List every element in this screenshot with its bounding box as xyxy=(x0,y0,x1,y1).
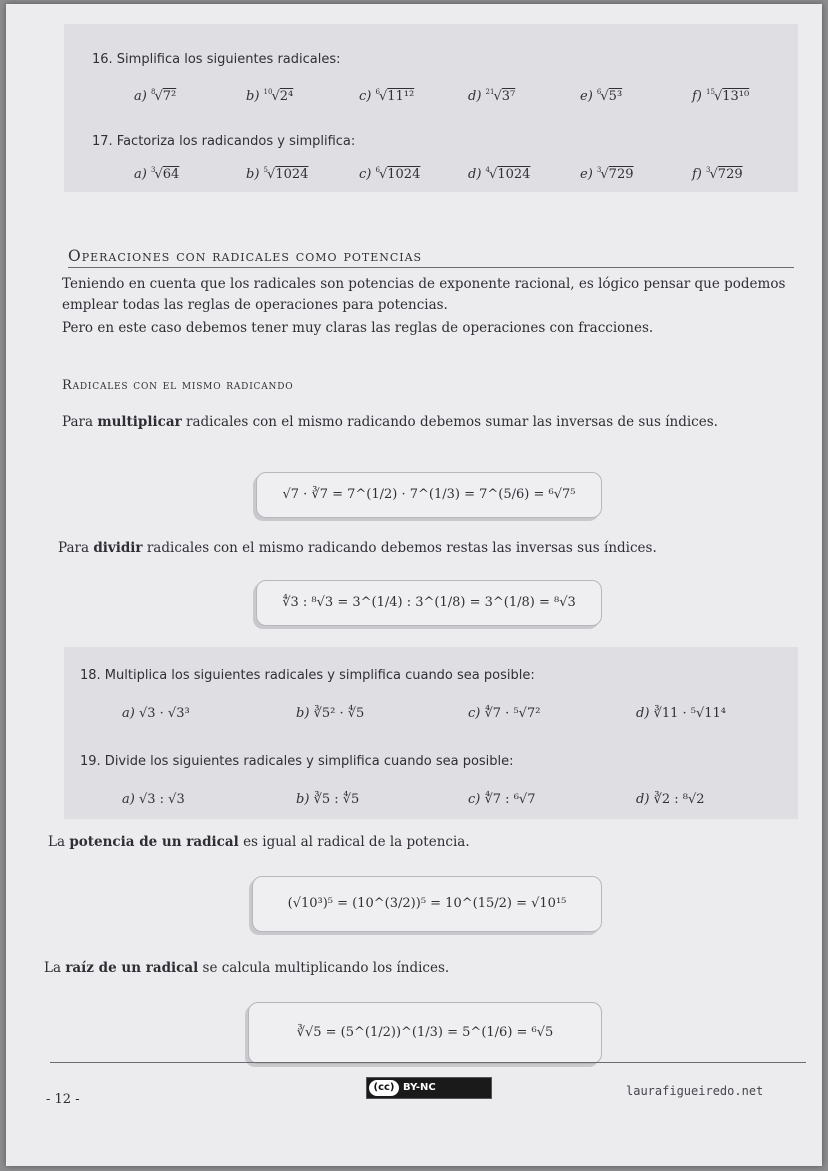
site-url: laurafigueiredo.net xyxy=(626,1084,764,1098)
multiply-rule: Para multiplicar radicales con el mismo radicando debemos sumar las inversas de sus índices. xyxy=(62,414,718,430)
footer-rule xyxy=(50,1062,806,1063)
exercise-16-items: a) $^8$√7² b) $^{10}$√2⁴ c) $^6$√11¹² d) $^{21}$√3⁷ e) $^6$√5³ f) $^{15}$√13¹⁰ xyxy=(134,88,750,104)
exercise-19-title: 19. Divide los siguientes radicales y simplifica cuando sea posible: xyxy=(80,754,514,769)
cc-license-text: BY-NC xyxy=(403,1082,436,1093)
divide-rule: Para dividir radicales con el mismo radicando debemos restas las inversas sus índices. xyxy=(58,540,657,556)
exercise-16-title: 16. Simplifica los siguientes radicales: xyxy=(92,52,341,67)
cc-icon: (cc) xyxy=(369,1080,399,1096)
page xyxy=(6,4,822,1166)
exercise-18-items: a) √3 · √3³ b) ∛5² · ∜5 c) ∜7 · ⁵√7² d) ∛11 · ⁵√11⁴ xyxy=(122,706,727,721)
exercise-17-title: 17. Factoriza los radicandos y simplifica: xyxy=(92,134,356,149)
intro-paragraph-1: Teniendo en cuenta que los radicales son potencias de exponente racional, es lógico pensar que podemos emplear todas las reglas de operaciones para potencias. xyxy=(62,276,786,313)
root-formula: ∛√5 = (5^(1/2))^(1/3) = 5^(1/6) = ⁶√5 xyxy=(248,1002,602,1064)
exercise-18-title: 18. Multiplica los siguientes radicales y simplifica cuando sea posible: xyxy=(80,668,535,683)
cc-license-badge xyxy=(366,1077,492,1099)
multiply-formula: √7 · ∛7 = 7^(1/2) · 7^(1/3) = 7^(5/6) = ⁶√7⁵ xyxy=(256,472,602,518)
root-rule: La raíz de un radical se calcula multiplicando los índices. xyxy=(44,960,450,976)
subsection-title: Radicales con el mismo radicando xyxy=(62,378,294,393)
power-formula: (√10³)⁵ = (10^(3/2))⁵ = 10^(15/2) = √10¹⁵ xyxy=(252,876,602,932)
intro-paragraph-2: Pero en este caso debemos tener muy claras las reglas de operaciones con fracciones. xyxy=(62,320,654,336)
exercise-17-items: a) $^3$√64 b) $^5$√1024 c) $^6$√1024 d) $^4$√1024 e) $^3$√729 f) $^3$√729 xyxy=(134,166,743,182)
page-number: - 12 - xyxy=(46,1092,80,1107)
power-rule: La potencia de un radical es igual al radical de la potencia. xyxy=(48,834,470,850)
section-title: Operaciones con radicales como potencias xyxy=(68,247,794,268)
divide-formula: ∜3 : ⁸√3 = 3^(1/4) : 3^(1/8) = 3^(1/8) = ⁸√3 xyxy=(256,580,602,626)
exercise-19-items: a) √3 : √3 b) ∛5 : ∜5 c) ∜7 : ⁶√7 d) ∛2 : ⁸√2 xyxy=(122,792,705,807)
